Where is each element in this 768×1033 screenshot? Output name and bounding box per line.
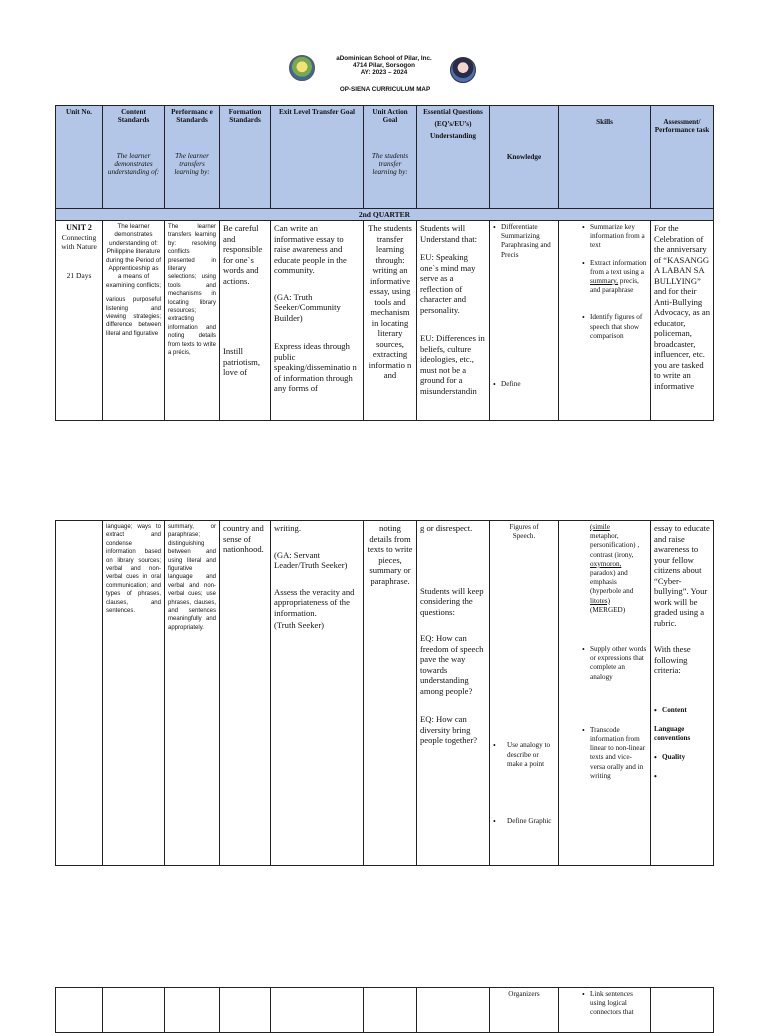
skill-item: • Transcode information from linear to non-linear texts and vice-versa orally and in writing xyxy=(590,726,647,781)
unit-action-cell xyxy=(364,988,417,1033)
knowledge-item: • Define Graphic xyxy=(501,817,555,826)
content-text: The learner demonstrates understanding of: Philippine literature during the Period of Apprenticeship as a means of examining conflicts; xyxy=(106,223,161,289)
exit-text-3: Assess the veracity and appropriateness of the information. xyxy=(274,586,355,618)
col-content-standards: Content Standards The learner demonstrates understanding of: xyxy=(103,106,165,209)
col-essential-questions: Essential Questions (EQ’s/EU’s) Understanding xyxy=(417,106,490,209)
curriculum-map-title: OP-SIENA CURRICULUM MAP xyxy=(339,86,431,93)
col-skills: Skills xyxy=(559,106,651,209)
essential-questions-cell xyxy=(417,221,490,421)
col-performance-standards: Performanc e Standards The learner transfers learning by: xyxy=(165,106,220,209)
knowledge-text: Figures of Speech. xyxy=(509,523,539,541)
unit-cell xyxy=(56,521,103,866)
table-row xyxy=(56,221,714,421)
table-row xyxy=(56,521,714,866)
exit-text-2: (GA: Truth Seeker/Community Builder) xyxy=(274,291,341,323)
content-standards-cell: language; ways to extract and condense information based on library sources; verbal and non-verbal cues in oral communication; and types of phrases, clauses, and sentences. xyxy=(103,521,165,866)
exit-text-4: (Truth Seeker) xyxy=(274,620,325,630)
eq-text-3: EQ: How can freedom of speech pave the way towards understanding among people? xyxy=(420,633,484,696)
exit-goal-cell xyxy=(271,221,364,421)
exit-goal-cell xyxy=(271,988,364,1033)
assessment-cell xyxy=(651,521,714,866)
curriculum-table-page2 xyxy=(55,520,714,866)
exit-goal-cell xyxy=(271,521,364,866)
col-unit-no: Unit No. xyxy=(56,106,103,209)
curriculum-table-page3 xyxy=(55,987,714,1033)
col-formation-standards: Formation Standards xyxy=(220,106,271,209)
school-address: 4714 Pilar, Sorsogon xyxy=(353,62,415,69)
school-info xyxy=(300,55,468,76)
skills-cell xyxy=(559,221,651,421)
performance-standards-cell xyxy=(165,988,220,1033)
content-standards-cell xyxy=(103,988,165,1033)
formation-standards-cell: country and sense of nationhood. xyxy=(220,521,271,866)
eq-text-2: EU: Speaking one`s mind may serve as a reflection of character and personality. xyxy=(420,252,476,315)
unit-action-cell: noting details from texts to write pieces, summary or paraphrase. xyxy=(364,521,417,866)
saint-portrait-logo xyxy=(450,57,476,83)
unit-label: UNIT 2 xyxy=(66,223,92,232)
assessment-text-2: With these following criteria: xyxy=(654,644,691,675)
criteria-item: Language conventions xyxy=(654,724,691,742)
formation-standards-cell xyxy=(220,988,271,1033)
criteria-item: • Quality xyxy=(662,753,710,762)
assessment-text: essay to educate and raise awareness to your fellow citizens about “Cyber-bullying”. Your work will be graded using a rubric. xyxy=(654,523,710,628)
knowledge-item: • Define xyxy=(501,380,555,389)
unit-days: 21 Days xyxy=(66,270,92,280)
skill-item: • Link sentences using logical connectors that xyxy=(590,990,647,1018)
unit-action-cell: The students transfer learning through: writing an informative essay, using tools and mechanism in locating literary sources, extracting informatio n and xyxy=(364,221,417,421)
school-name: aDominican School of Pilar, Inc. xyxy=(336,55,432,62)
quarter-label: 2nd QUARTER xyxy=(56,209,714,221)
knowledge-item: • Use analogy to describe or make a point xyxy=(501,741,555,769)
col-unit-action-goal: Unit Action Goal The students transfer learning by: xyxy=(364,106,417,209)
knowledge-cell xyxy=(490,221,559,421)
performance-standards-cell: The learner transfers learning by: resolving conflicts presented in literary selections; using tools and mechanisms in locating library resources; extracting information and noting details from texts to write a précis, xyxy=(165,221,220,421)
academic-year: AY: 2023 – 2024 xyxy=(360,69,408,76)
skill-item: • Supply other words or expressions that complete an analogy xyxy=(590,645,647,682)
col-exit-level-goal: Exit Level Transfer Goal xyxy=(271,106,364,209)
skill-figures-text: (simile metaphor, personification) , contrast (irony, oxymoron, paradox) and emphasis (hyperbole and litotes) (MERGED) xyxy=(590,523,640,614)
knowledge-item: • Differentiate Summarizing Paraphrasing and Precis xyxy=(501,223,555,260)
content-text-2: various purposeful listening and viewing strategies; difference between literal and figurative xyxy=(106,297,161,337)
eq-text-3: EU: Differences in beliefs, culture ideologies, etc., must not be a ground for a misunderstandin xyxy=(420,333,485,396)
formation-text: Be careful and responsible for one`s words and actions. xyxy=(223,223,263,286)
formation-text-2: Instill patriotism, love of xyxy=(223,346,260,377)
essential-questions-cell xyxy=(417,988,490,1033)
skills-cell xyxy=(559,521,651,866)
exit-text-2: (GA: Servant Leader/Truth Seeker) xyxy=(274,549,348,570)
exit-text-3: Express ideas through public speaking/disseminatio n of information through any forms of xyxy=(274,341,357,393)
essential-questions-cell xyxy=(417,521,490,866)
knowledge-cell: Organizers xyxy=(490,988,559,1033)
eq-text-2: Students will keep considering the questions: xyxy=(420,585,484,617)
eq-text-4: EQ: How can diversity bring people together? xyxy=(420,714,478,745)
unit-title: Connecting with Nature xyxy=(61,232,97,251)
table-row xyxy=(56,988,714,1033)
col-assessment: Assessment/ Performance task xyxy=(651,106,714,209)
skill-item: • Identify figures of speech that show comparison xyxy=(590,313,647,341)
knowledge-cell xyxy=(490,521,559,866)
page-header xyxy=(0,50,768,100)
assessment-cell: For the Celebration of the anniversary of “KASANGG A LABAN SA BULLYING” and for their Anti-Bullying Advocacy, as an educator, policeman, broadcaster, influencer, etc. you are tasked to write an informative xyxy=(651,221,714,421)
exit-text: writing. xyxy=(274,523,301,533)
skill-item: • Summarize key information from a text xyxy=(590,223,647,251)
unit-cell xyxy=(56,221,103,421)
formation-standards-cell xyxy=(220,221,271,421)
quarter-row xyxy=(56,209,714,221)
criteria-item xyxy=(662,772,710,781)
col-knowledge: Knowledge xyxy=(490,106,559,209)
criteria-item: • Content xyxy=(662,706,710,715)
content-standards-cell xyxy=(103,221,165,421)
skill-item: • Extract information from a text using a summary, precis, and paraphrase xyxy=(590,259,647,296)
table-header-row xyxy=(56,106,714,209)
eq-text: Students will Understand that: xyxy=(420,223,478,244)
assessment-cell xyxy=(651,988,714,1033)
eq-text: g or disrespect. xyxy=(420,523,473,533)
curriculum-table-page1 xyxy=(55,105,714,421)
unit-cell xyxy=(56,988,103,1033)
exit-text: Can write an informative essay to raise awareness and educate people in the community. xyxy=(274,223,347,275)
skills-cell xyxy=(559,988,651,1033)
performance-standards-cell: summary, or paraphrase; distinguishing between and using literal and figurative language and verbal and non-verbal cues; use phrases, clauses, and sentences meaningfully and appropriately. xyxy=(165,521,220,866)
